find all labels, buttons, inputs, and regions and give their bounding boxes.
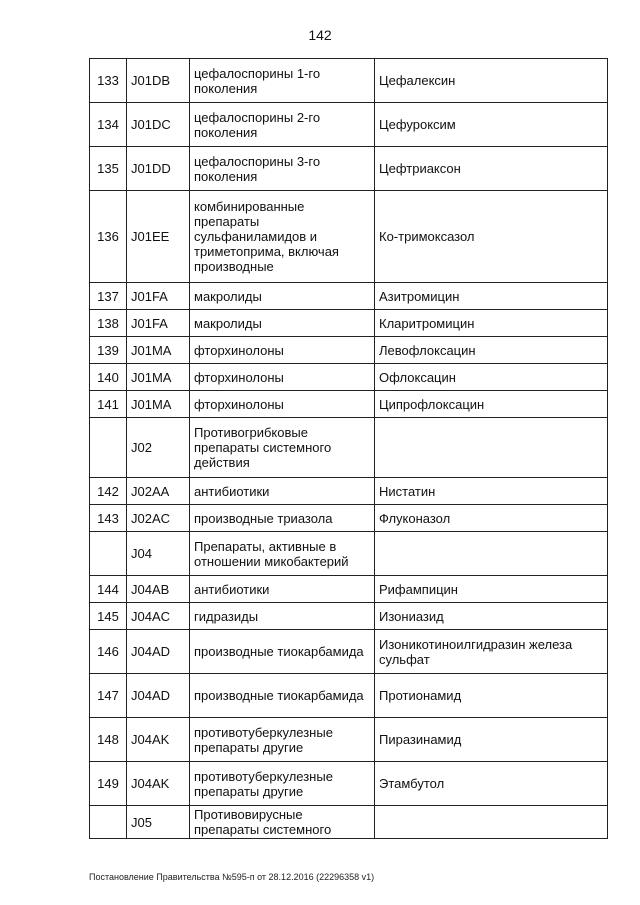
table-row	[90, 532, 608, 576]
row-number-cell: 136	[90, 191, 127, 283]
table-row	[90, 337, 608, 364]
atc-code-cell: J01DB	[127, 59, 190, 103]
drug-group-cell: цефалоспорины 3-го поколения	[190, 147, 375, 191]
table-row	[90, 283, 608, 310]
atc-code-cell: J02	[127, 418, 190, 478]
drug-name-cell: Ко-тримоксазол	[375, 191, 608, 283]
row-number-cell: 142	[90, 478, 127, 505]
table-row	[90, 147, 608, 191]
table-row	[90, 576, 608, 603]
drug-name-cell: Офлоксацин	[375, 364, 608, 391]
drug-group-cell: макролиды	[190, 310, 375, 337]
row-number-cell	[90, 418, 127, 478]
row-number-cell: 149	[90, 762, 127, 806]
drug-group-cell: противотуберкулезные препараты другие	[190, 762, 375, 806]
drug-name-cell: Левофлоксацин	[375, 337, 608, 364]
drug-name-cell: Пиразинамид	[375, 718, 608, 762]
atc-code-cell: J04AD	[127, 630, 190, 674]
atc-code-cell: J02AA	[127, 478, 190, 505]
atc-code-cell: J04	[127, 532, 190, 576]
drug-group-cell: Противогрибковые препараты системного действия	[190, 418, 375, 478]
drug-group-cell: Противовирусные препараты системного	[190, 806, 375, 839]
atc-code-cell: J04AC	[127, 603, 190, 630]
drug-group-cell: антибиотики	[190, 576, 375, 603]
table-row	[90, 103, 608, 147]
atc-code-cell: J01MA	[127, 391, 190, 418]
page-number: 142	[308, 27, 332, 43]
drug-name-cell	[375, 806, 608, 839]
table-row	[90, 603, 608, 630]
table-row	[90, 674, 608, 718]
atc-code-cell: J04AD	[127, 674, 190, 718]
table-row	[90, 718, 608, 762]
row-number-cell: 147	[90, 674, 127, 718]
drug-table	[89, 58, 608, 839]
table-row	[90, 191, 608, 283]
atc-code-cell: J01DD	[127, 147, 190, 191]
drug-group-cell: фторхинолоны	[190, 337, 375, 364]
drug-name-cell	[375, 418, 608, 478]
drug-name-cell: Цефуроксим	[375, 103, 608, 147]
drug-group-cell: производные триазола	[190, 505, 375, 532]
drug-name-cell: Цефалексин	[375, 59, 608, 103]
drug-group-cell: производные тиокарбамида	[190, 630, 375, 674]
document-footer: Постановление Правительства №595-п от 28.12.2016 (22296358 v1)	[89, 872, 375, 882]
row-number-cell: 146	[90, 630, 127, 674]
drug-name-cell: Этамбутол	[375, 762, 608, 806]
row-number-cell: 145	[90, 603, 127, 630]
atc-code-cell: J01MA	[127, 337, 190, 364]
drug-name-cell: Цефтриаксон	[375, 147, 608, 191]
atc-code-cell: J04AK	[127, 762, 190, 806]
drug-name-cell: Нистатин	[375, 478, 608, 505]
drug-group-cell: комбинированные препараты сульфаниламидов и триметоприма, включая производные	[190, 191, 375, 283]
table-row	[90, 505, 608, 532]
table-row	[90, 310, 608, 337]
drug-name-cell: Ципрофлоксацин	[375, 391, 608, 418]
row-number-cell: 133	[90, 59, 127, 103]
row-number-cell: 144	[90, 576, 127, 603]
drug-name-cell: Изоникотиноилгидразин железа сульфат	[375, 630, 608, 674]
table-row	[90, 762, 608, 806]
drug-name-cell	[375, 532, 608, 576]
row-number-cell: 140	[90, 364, 127, 391]
atc-code-cell: J05	[127, 806, 190, 839]
row-number-cell: 139	[90, 337, 127, 364]
drug-group-cell: цефалоспорины 1-го поколения	[190, 59, 375, 103]
row-number-cell: 138	[90, 310, 127, 337]
row-number-cell: 141	[90, 391, 127, 418]
row-number-cell: 134	[90, 103, 127, 147]
table-row	[90, 418, 608, 478]
atc-code-cell: J01MA	[127, 364, 190, 391]
drug-group-cell: антибиотики	[190, 478, 375, 505]
drug-name-cell: Флуконазол	[375, 505, 608, 532]
atc-code-cell: J01EE	[127, 191, 190, 283]
drug-name-cell: Протионамид	[375, 674, 608, 718]
row-number-cell	[90, 532, 127, 576]
atc-code-cell: J04AB	[127, 576, 190, 603]
drug-group-cell: противотуберкулезные препараты другие	[190, 718, 375, 762]
drug-group-cell: макролиды	[190, 283, 375, 310]
atc-code-cell: J01FA	[127, 283, 190, 310]
drug-group-cell: цефалоспорины 2-го поколения	[190, 103, 375, 147]
row-number-cell: 135	[90, 147, 127, 191]
table-row	[90, 391, 608, 418]
drug-group-cell: Препараты, активные в отношении микобактерий	[190, 532, 375, 576]
drug-name-cell: Изониазид	[375, 603, 608, 630]
row-number-cell: 143	[90, 505, 127, 532]
atc-code-cell: J02AC	[127, 505, 190, 532]
table-row	[90, 364, 608, 391]
drug-name-cell: Рифампицин	[375, 576, 608, 603]
table-row	[90, 630, 608, 674]
row-number-cell: 137	[90, 283, 127, 310]
atc-code-cell: J01FA	[127, 310, 190, 337]
drug-group-cell: фторхинолоны	[190, 391, 375, 418]
table-row	[90, 806, 608, 839]
drug-group-cell: фторхинолоны	[190, 364, 375, 391]
table-row	[90, 478, 608, 505]
atc-code-cell: J04AK	[127, 718, 190, 762]
drug-name-cell: Азитромицин	[375, 283, 608, 310]
drug-group-cell: гидразиды	[190, 603, 375, 630]
row-number-cell: 148	[90, 718, 127, 762]
table-row	[90, 59, 608, 103]
drug-group-cell: производные тиокарбамида	[190, 674, 375, 718]
drug-name-cell: Кларитромицин	[375, 310, 608, 337]
atc-code-cell: J01DC	[127, 103, 190, 147]
row-number-cell	[90, 806, 127, 839]
